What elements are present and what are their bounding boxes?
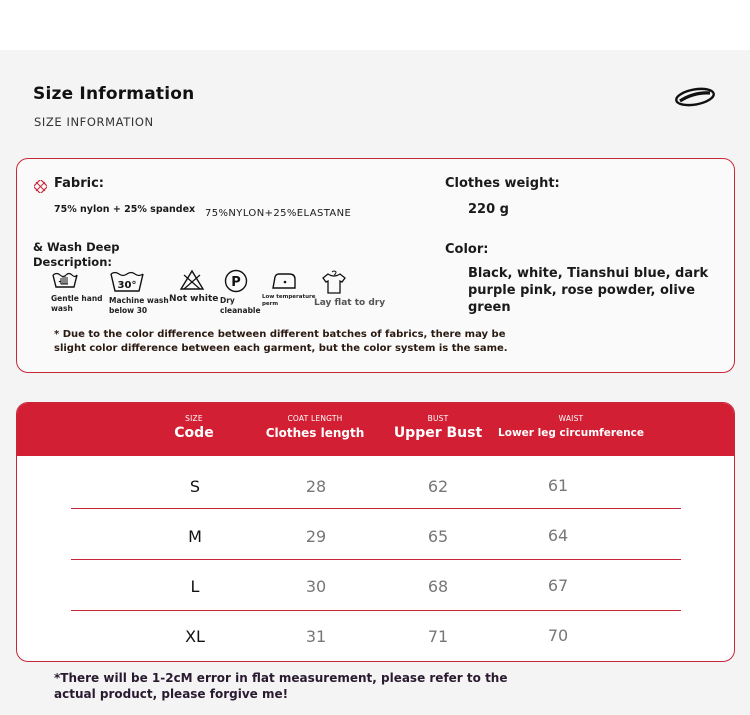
hand-wash-icon (51, 269, 79, 291)
care-label: Machine wash below 30 (109, 296, 169, 315)
fabric-label: Fabric: (54, 176, 104, 191)
table-cell-bust: 62 (427, 477, 449, 496)
top-white-band (0, 0, 750, 50)
table-cell-waist: 61 (547, 476, 569, 495)
care-symbol-lay-flat (314, 269, 394, 308)
weight-value: 220 g (468, 202, 509, 217)
column-header-waist: WAIST Lower leg circumference (498, 414, 644, 439)
table-cell-bust: 65 (427, 527, 449, 546)
care-label: Gentle hand wash (51, 294, 103, 313)
care-label: Dry cleanable (220, 296, 261, 315)
table-cell-length: 29 (305, 527, 327, 546)
fabric-info-card (16, 158, 735, 373)
column-header-bust: BUST Upper Bust (393, 414, 483, 441)
svg-text:P: P (231, 275, 241, 290)
table-cell-length: 30 (305, 577, 327, 596)
machine-wash-30-icon (109, 269, 145, 293)
fabric-composition-en: 75%NYLON+25%ELASTANE (205, 208, 352, 219)
table-cell-waist: 64 (547, 526, 569, 545)
lay-flat-dry-icon (320, 269, 348, 295)
row-divider (71, 610, 681, 611)
fabric-icon (34, 180, 47, 193)
care-label: Lay flat to dry (314, 298, 386, 308)
table-cell-code: M (188, 527, 202, 546)
column-header-length: COAT LENGTH Clothes length (265, 414, 365, 440)
table-cell-code: XL (185, 627, 205, 646)
page-subtitle: SIZE INFORMATION (34, 115, 154, 129)
size-table (16, 402, 735, 662)
no-bleach-icon (179, 269, 205, 291)
color-value: Black, white, Tianshui blue, dark purple pink, rose powder, olive green (468, 266, 709, 315)
column-header-code: SIZE Code (174, 414, 214, 441)
table-cell-code: L (190, 577, 200, 596)
table-cell-waist: 70 (547, 626, 569, 645)
care-symbol-hand-wash (51, 269, 111, 314)
brand-logo-icon (674, 86, 716, 108)
care-symbol-dry-clean (220, 269, 264, 316)
table-cell-length: 31 (305, 627, 327, 646)
page-title: Size Information (33, 84, 195, 104)
weight-label: Clothes weight: (445, 176, 560, 191)
table-cell-length: 28 (305, 477, 327, 496)
care-symbol-machine-wash (109, 269, 169, 316)
care-label: Not white (169, 294, 219, 304)
row-divider (71, 508, 681, 509)
table-cell-bust: 71 (427, 627, 449, 646)
size-table-header (17, 403, 734, 456)
table-cell-bust: 68 (427, 577, 449, 596)
table-cell-waist: 67 (547, 576, 569, 595)
care-symbol-iron-low (262, 269, 316, 308)
dry-clean-icon (224, 269, 248, 293)
iron-low-icon (270, 269, 298, 291)
color-difference-note: * Due to the color difference between different batches of fabrics, there may be slight color difference between each garment, but the color system is the same. (54, 329, 508, 354)
fabric-composition: 75% nylon + 25% spandex (54, 204, 196, 215)
wash-description-label: & Wash Deep Description: (33, 240, 120, 269)
color-label: Color: (445, 242, 489, 257)
care-label: Low temperature perm (262, 294, 316, 307)
table-cell-code: S (189, 477, 201, 496)
row-divider (71, 559, 681, 560)
svg-text:30°: 30° (117, 280, 137, 291)
measurement-error-note: *There will be 1-2cM error in flat measurement, please refer to the actual product, please forgive me! (54, 671, 508, 701)
